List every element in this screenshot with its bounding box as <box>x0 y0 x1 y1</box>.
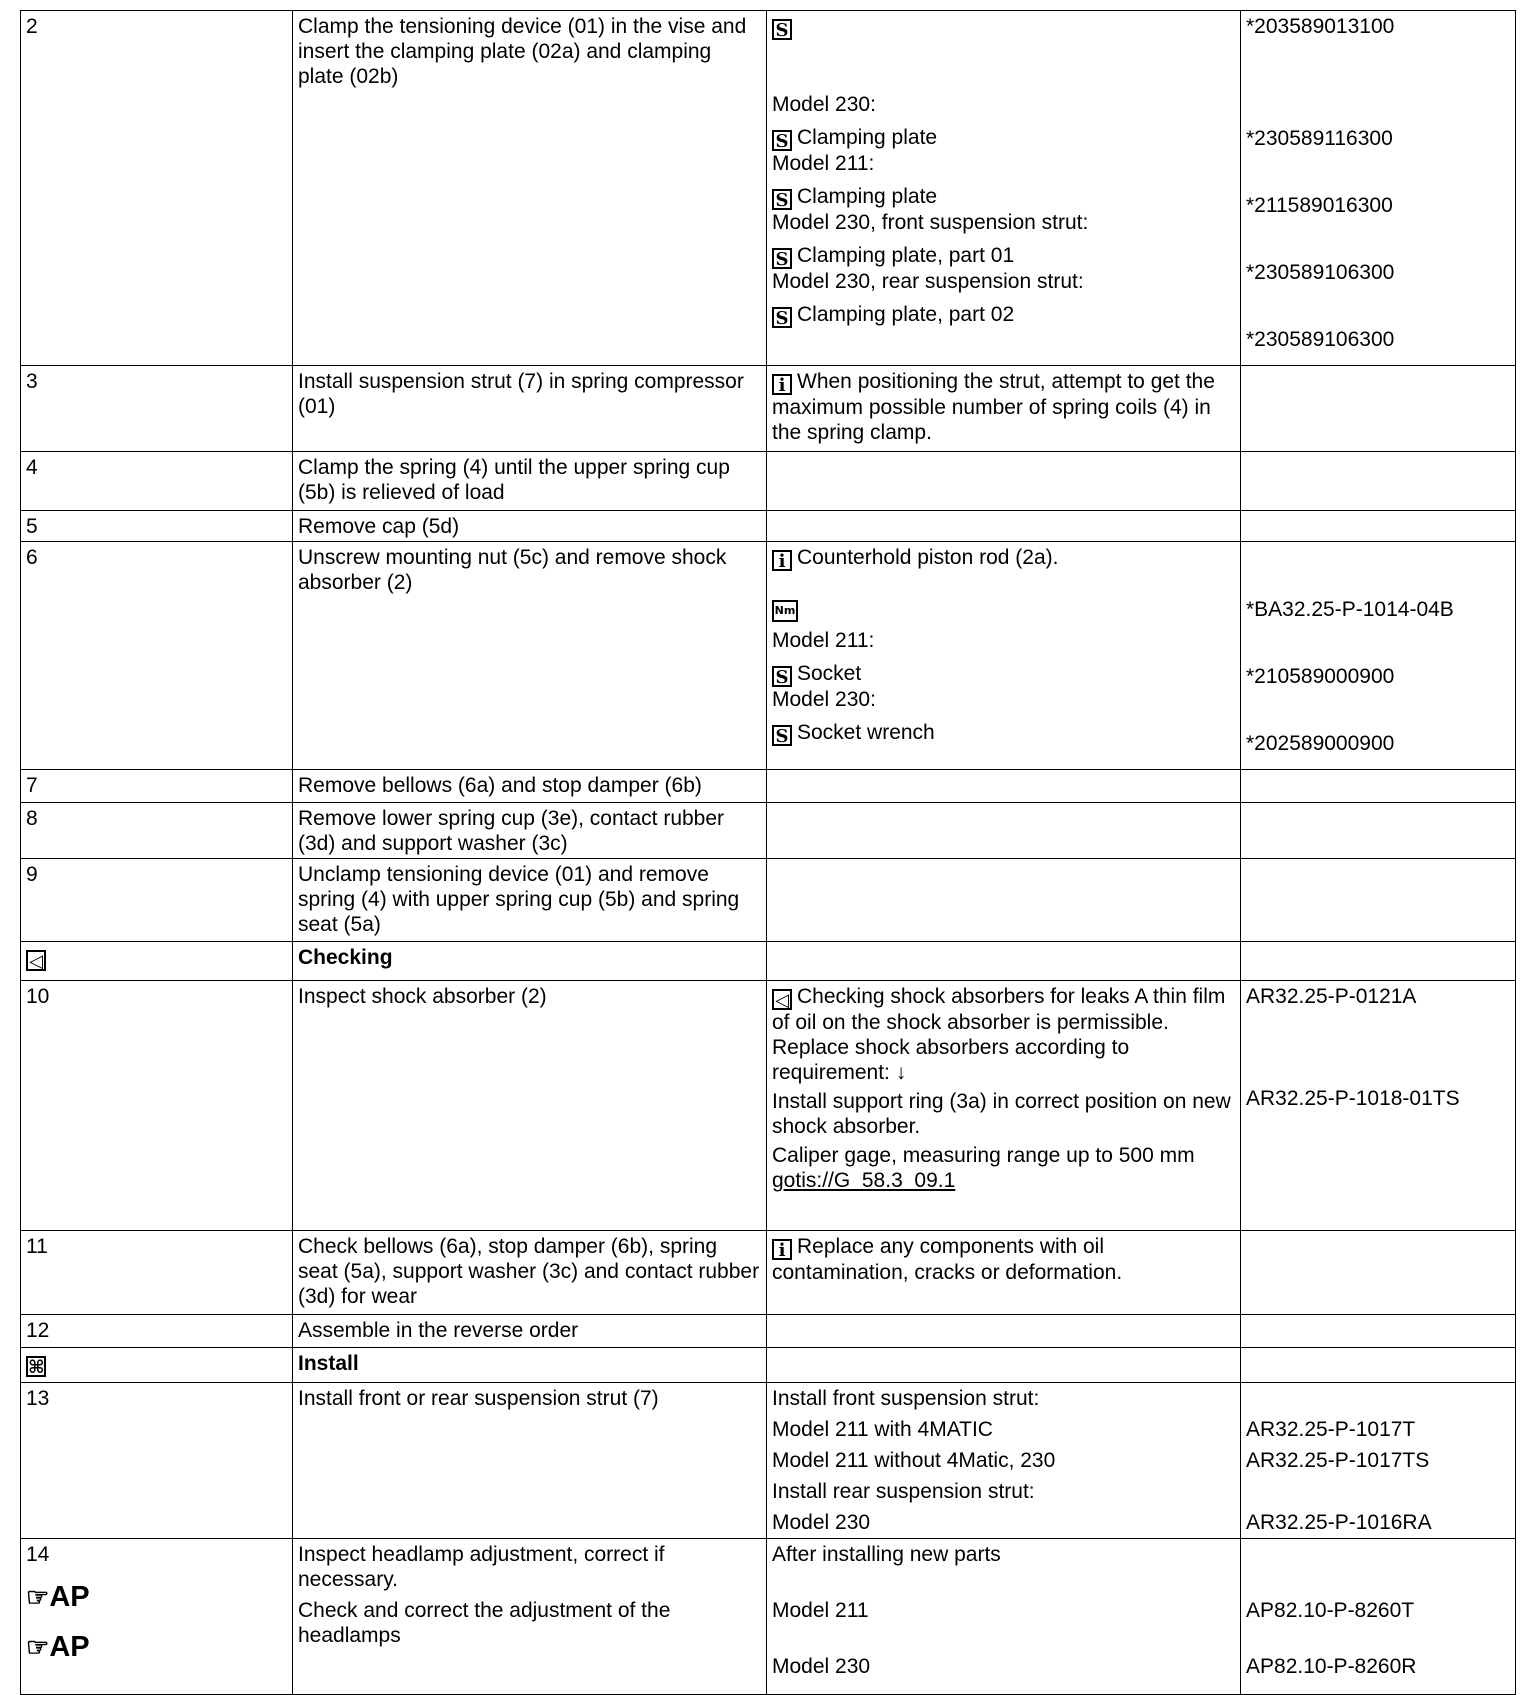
tool-reference: *BA32.25-P-1014-04B <box>1246 598 1454 621</box>
tool-reference: *230589116300 <box>1246 127 1393 150</box>
step-action: Remove cap (5d) <box>293 511 767 542</box>
step-references <box>1241 1383 1516 1539</box>
step-number: 11 <box>21 1231 293 1315</box>
model-label: Model 211: <box>772 629 875 652</box>
step-references <box>1241 366 1516 452</box>
table-row <box>21 981 1516 1231</box>
tool-name: Socket wrench <box>797 721 935 744</box>
section-icon-cell <box>21 1348 293 1383</box>
ap-marker: ☞AP <box>26 1631 90 1663</box>
step-references <box>1241 803 1516 859</box>
model-label: Model 230, rear suspension strut: <box>772 270 1084 293</box>
special-tool-icon: S <box>772 189 792 210</box>
step-notes <box>767 1315 1241 1348</box>
section-title: Checking <box>293 942 767 981</box>
table-row <box>21 542 1516 770</box>
step-action: Inspect shock absorber (2) <box>293 981 767 1231</box>
step-number: 9 <box>21 859 293 942</box>
step-notes: i Counterhold piston rod (2a). Nm Model 211: S Socket Model 230: S Socket wrench <box>767 542 1241 770</box>
model-label: Model 211 <box>772 1599 869 1622</box>
step-action: Remove bellows (6a) and stop damper (6b) <box>293 770 767 803</box>
step-references <box>1241 770 1516 803</box>
special-tool-icon: S <box>772 307 792 328</box>
tool-name: Clamping plate <box>797 126 938 149</box>
tool-reference: *211589016300 <box>1246 194 1393 217</box>
step-references <box>1241 511 1516 542</box>
step-references <box>1241 942 1516 981</box>
ar-reference-link[interactable]: AR32.25-P-1018-01TS <box>1246 1087 1460 1110</box>
step-notes <box>767 770 1241 803</box>
step-action: Assemble in the reverse order <box>293 1315 767 1348</box>
special-tool-icon: S <box>772 19 792 40</box>
step-references <box>1241 1315 1516 1348</box>
step-notes <box>767 859 1241 942</box>
tool-name: Clamping plate, part 02 <box>797 303 1015 326</box>
step-number: 13 <box>21 1383 293 1539</box>
info-icon: i <box>772 550 792 571</box>
step-action: Install front or rear suspension strut (7) <box>293 1383 767 1539</box>
ap-marker: ☞AP <box>26 1581 90 1613</box>
step-references <box>1241 859 1516 942</box>
step-action: Remove lower spring cup (3e), contact rubber (3d) and support washer (3c) <box>293 803 767 859</box>
install-icon: ⌘ <box>28 1357 45 1378</box>
step-notes: Install front suspension strut: Model 211 with 4MATIC Model 211 without 4Matic, 230 Install rear suspension strut: Model 230 <box>767 1383 1241 1539</box>
tool-reference: *203589013100 <box>1246 15 1395 38</box>
step-notes <box>767 942 1241 981</box>
ap-reference-link[interactable]: AP82.10-P-8260R <box>1246 1655 1417 1678</box>
torque-nm-icon: Nm <box>772 600 798 622</box>
tool-reference: *230589106300 <box>1246 261 1395 284</box>
pointing-hand-icon: ☞ <box>26 1582 50 1612</box>
section-icon-cell <box>21 942 293 981</box>
step-references <box>1241 1539 1516 1695</box>
model-label: Model 230, front suspension strut: <box>772 211 1089 234</box>
step-number: 6 <box>21 542 293 770</box>
step-action: Clamp the tensioning device (01) in the vise and insert the clamping plate (02a) and clamping plate (02b) <box>293 11 767 366</box>
special-tool-icon: S <box>772 666 792 687</box>
step-action: Unscrew mounting nut (5c) and remove shock absorber (2) <box>293 542 767 770</box>
step-action: Install suspension strut (7) in spring compressor (01) <box>293 366 767 452</box>
checking-icon: ◁ <box>26 950 46 971</box>
step-number: 14 ☞AP ☞AP <box>21 1539 293 1695</box>
step-action: Check bellows (6a), stop damper (6b), spring seat (5a), support washer (3c) and contact rubber (3d) for wear <box>293 1231 767 1315</box>
model-label: Model 230 <box>772 1511 871 1534</box>
step-number: 12 <box>21 1315 293 1348</box>
model-label: Model 230 <box>772 1655 871 1678</box>
table-row <box>21 366 1516 452</box>
special-tool-icon: S <box>772 130 792 151</box>
step-notes: ◁ Checking shock absorbers for leaks A thin film of oil on the shock absorber is permissible. Replace shock absorbers according to requirement: ↓ Install support ring (3a) in correct position on new shock absorber. Caliper gage, measuring range up to 500 mm gotis://G_58.3_09.1 <box>767 981 1241 1231</box>
step-number: 7 <box>21 770 293 803</box>
step-references <box>1241 11 1516 366</box>
step-number: 5 <box>21 511 293 542</box>
table-row <box>21 1539 1516 1695</box>
step-references <box>1241 452 1516 511</box>
model-label: Model 230: <box>772 688 876 711</box>
model-label: Model 230: <box>772 93 876 116</box>
table-row <box>21 803 1516 859</box>
step-references <box>1241 1231 1516 1315</box>
tool-reference: *210589000900 <box>1246 665 1395 688</box>
tool-name: Clamping plate <box>797 185 938 208</box>
step-notes <box>767 803 1241 859</box>
step-action: Unclamp tensioning device (01) and remove spring (4) with upper spring cup (5b) and spring seat (5a) <box>293 859 767 942</box>
table-row <box>21 11 1516 366</box>
step-notes: i When positioning the strut, attempt to get the maximum possible number of spring coils (4) in the spring clamp. <box>767 366 1241 452</box>
step-action: Clamp the spring (4) until the upper spring cup (5b) is relieved of load <box>293 452 767 511</box>
step-notes <box>767 11 1241 366</box>
step-number: 2 <box>21 11 293 366</box>
ar-reference-link[interactable]: AR32.25-P-1017TS <box>1246 1449 1430 1472</box>
pointing-hand-icon: ☞ <box>26 1632 50 1662</box>
ap-reference-link[interactable]: AP82.10-P-8260T <box>1246 1599 1415 1622</box>
section-row-checking <box>21 942 1516 981</box>
table-row <box>21 770 1516 803</box>
step-notes <box>767 452 1241 511</box>
table-row <box>21 1231 1516 1315</box>
tool-name: Socket <box>797 662 862 685</box>
special-tool-icon: S <box>772 248 792 269</box>
section-title: Install <box>293 1348 767 1383</box>
step-number: 4 <box>21 452 293 511</box>
step-references <box>1241 542 1516 770</box>
tool-reference: *202589000900 <box>1246 732 1395 755</box>
table-row <box>21 1383 1516 1539</box>
step-notes <box>767 1348 1241 1383</box>
special-tool-icon: S <box>772 725 792 746</box>
model-label: Model 211: <box>772 152 875 175</box>
step-references <box>1241 981 1516 1231</box>
step-number: 8 <box>21 803 293 859</box>
ar-reference-link[interactable]: AR32.25-P-1017T <box>1246 1418 1416 1441</box>
model-label: Model 211 without 4Matic, 230 <box>772 1449 1056 1472</box>
step-references <box>1241 1348 1516 1383</box>
tool-name: Clamping plate, part 01 <box>797 244 1015 267</box>
ar-reference-link[interactable]: AR32.25-P-0121A <box>1246 985 1417 1008</box>
gotis-link[interactable]: gotis://G_58.3_09.1 <box>772 1169 956 1192</box>
checking-icon: ◁ <box>772 989 792 1010</box>
step-notes <box>767 511 1241 542</box>
procedure-table <box>20 10 1516 1695</box>
section-row-install <box>21 1348 1516 1383</box>
step-notes: After installing new parts Model 211 Model 230 <box>767 1539 1241 1695</box>
model-label: Model 211 with 4MATIC <box>772 1418 993 1441</box>
info-icon: i <box>772 1239 792 1260</box>
table-row <box>21 1315 1516 1348</box>
table-row <box>21 859 1516 942</box>
table-row <box>21 511 1516 542</box>
step-number: 10 <box>21 981 293 1231</box>
info-icon: i <box>772 374 792 395</box>
step-number: 3 <box>21 366 293 452</box>
step-action: Inspect headlamp adjustment, correct if necessary. Check and correct the adjustment of the headlamps <box>293 1539 767 1695</box>
tool-reference: *230589106300 <box>1246 328 1395 351</box>
ar-reference-link[interactable]: AR32.25-P-1016RA <box>1246 1511 1432 1534</box>
table-row <box>21 452 1516 511</box>
step-notes: i Replace any components with oil contamination, cracks or deformation. <box>767 1231 1241 1315</box>
